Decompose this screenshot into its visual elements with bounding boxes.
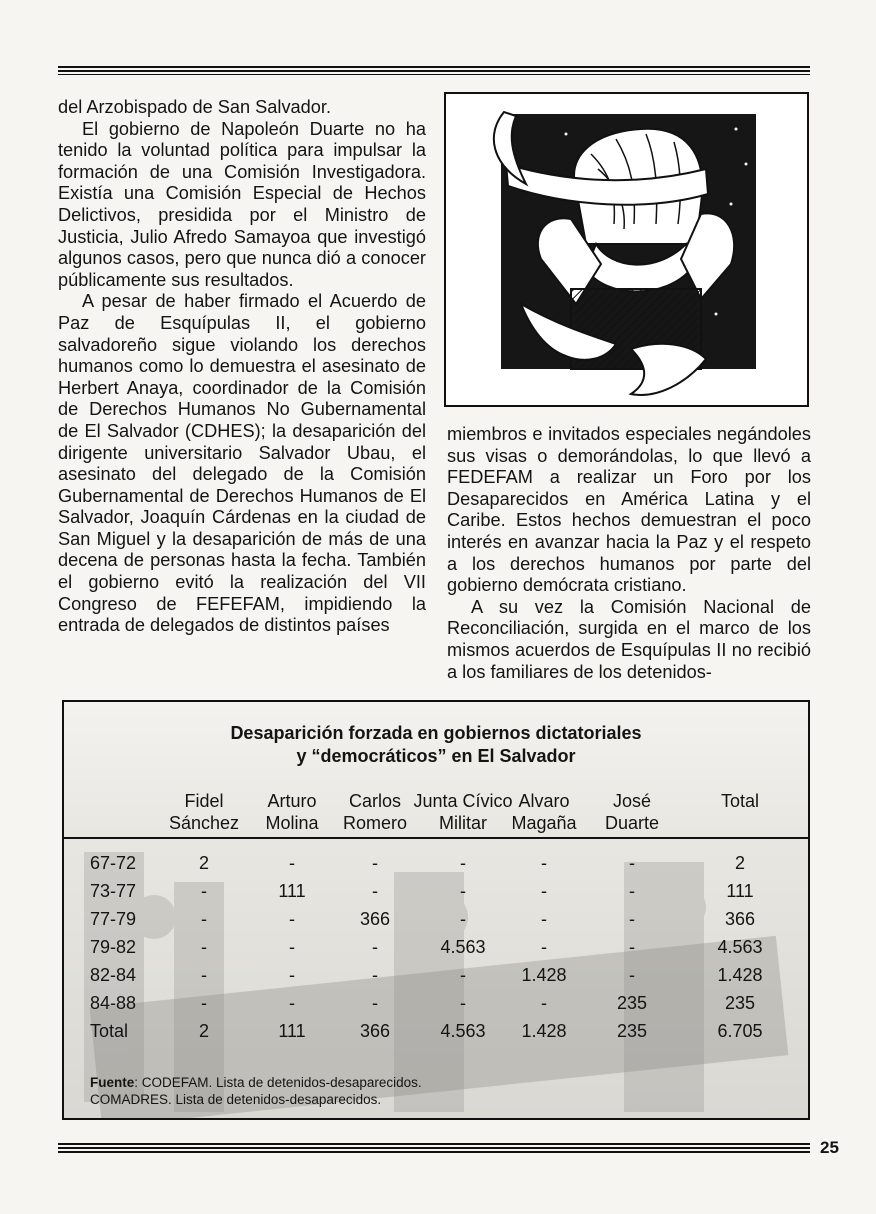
table-cell: - [629,937,635,957]
row-period: 73-77 [90,881,137,901]
table-cell: - [460,853,466,873]
disappearances-table [62,700,810,1120]
table-cell: - [460,993,466,1013]
table-cell: - [289,937,295,957]
table-cell: 2 [734,853,745,873]
table-cell: - [372,993,378,1013]
left-paragraph-1: del Arzobispado de San Salvador. [58,97,332,117]
blindfolded-figure-illustration [444,92,809,407]
table-cell: - [629,909,635,929]
row-period: 67-72 [90,853,137,873]
column-header-jose-duarte: José Duarte [604,791,660,833]
table-cell: - [372,965,378,985]
table-cell: 1.428 [521,1021,567,1041]
source-line-1: : CODEFAM. Lista de detenidos-desaparecidos. [134,1075,422,1090]
table-cell: - [201,965,207,985]
table-cell: - [289,909,295,929]
table-cell: 6.705 [717,1021,763,1041]
table-source [90,1074,422,1108]
table-cell: 2 [198,1021,209,1041]
table-cell: - [372,853,378,873]
left-column [58,97,426,637]
table-cell: 111 [278,881,306,901]
table-cell: 366 [724,909,756,929]
table-cell: - [629,965,635,985]
row-period: 84-88 [90,993,137,1013]
table-cell: - [629,881,635,901]
table-cell: - [289,965,295,985]
table-cell: - [460,965,466,985]
source-label: Fuente [90,1075,135,1090]
table-cell: - [201,909,207,929]
table-cell: 111 [278,1021,306,1041]
table-cell: - [201,881,207,901]
table-cell: - [541,909,547,929]
column-header-carlos-romero: Carlos Romero [342,791,408,833]
table-title [64,722,808,768]
table-cell: 111 [726,881,754,901]
table-cell: - [460,881,466,901]
table-cell: 4.563 [717,937,763,957]
column-header-arturo-molina: Arturo Molina [265,791,319,833]
table-cell: 366 [359,1021,391,1041]
table-cell: - [372,881,378,901]
table-cell: - [541,853,547,873]
table-cell: - [201,993,207,1013]
table-cell: - [541,993,547,1013]
row-period: 79-82 [90,937,137,957]
row-period: 77-79 [90,909,137,929]
table-cell: - [629,853,635,873]
right-paragraph-1: miembros e invitados especiales negándoles sus visas o demorándolas, lo que llevó a FEDEFAM a realizar un Foro por los Desaparecidos en América Latina y el Caribe. Estos hechos demuestran el poco interés en avanzar hacia la Paz y el respeto a los derechos humanos por parte del gobierno demócrata cristiano. [447,424,811,596]
table-cell: - [372,937,378,957]
row-period: Total [90,1021,129,1041]
table-cell: - [541,937,547,957]
table-cell: 366 [359,909,391,929]
table-cell: 1.428 [717,965,763,985]
table-cell: - [460,909,466,929]
left-paragraph-3: A pesar de haber firmado el Acuerdo de Paz de Esquípulas II, el gobierno salvadoreño sigue violando los derechos humanos como lo demuestra el asesinato de Herbert Anaya, coordinador de la Comisión de Derechos Humanos No Gubernamental de El Salvador (CDHES); la desaparición del dirigente universitario Salvador Ubau, el asesinato del delegado de la Comisión Gubernamental de Derechos Humanos de El Salvador, Joaquín Cárdenas en la ciudad de San Miguel y la desaparición de más de una decena de personas hasta la fecha. También el gobierno evitó la realización del VII Congreso de FEFEFAM, impidiendo la entrada de delegados de distintos países [58,291,426,636]
table-cell: 1.428 [521,965,567,985]
table-cell: 235 [616,1021,648,1041]
left-paragraph-2: El gobierno de Napoleón Duarte no ha tenido la voluntad política para impulsar la formación de una Comisión Investigadora. Existía una Comisión Especial de Hechos Delictivos, presidida por el Ministro de Justicia, Julio Afredo Samayoa que investigó algunos casos, pero que nunca dió a conocer públicamente sus resultados. [58,118,426,290]
source-line-2: COMADRES. Lista de detenidos-desaparecidos. [90,1092,382,1107]
table-cell: 4.563 [440,1021,486,1041]
header-divider [64,837,808,839]
table-title-line-2: y “democráticos” en El Salvador [296,746,576,766]
column-header-alvaro-magana: Alvaro Magaña [511,791,577,833]
column-header-total: Total [720,791,760,811]
table-cell: 4.563 [440,937,486,957]
column-header-fidel-sanchez: Fidel Sánchez [168,791,240,833]
illustration-drawing [446,94,807,405]
right-paragraph-2: A su vez la Comisión Nacional de Reconciliación, surgida en el marco de los mismos acuerdos de Esquípulas II no recibió a los familiares de los detenidos- [447,596,811,682]
top-rule [58,66,810,75]
table-cell: - [201,937,207,957]
table-cell: 235 [724,993,756,1013]
row-period: 82-84 [90,965,137,985]
table-cell: - [289,993,295,1013]
table-cell: 235 [616,993,648,1013]
bottom-rule [58,1143,810,1154]
right-column [447,424,811,683]
table-cell: 2 [198,853,209,873]
column-header-junta-civico-militar: Junta Cívico Militar [413,791,513,833]
table-cell: - [289,853,295,873]
table-cell: - [541,881,547,901]
page-number: 25 [820,1138,839,1157]
table-title-line-1: Desaparición forzada en gobiernos dictatoriales [230,723,642,743]
